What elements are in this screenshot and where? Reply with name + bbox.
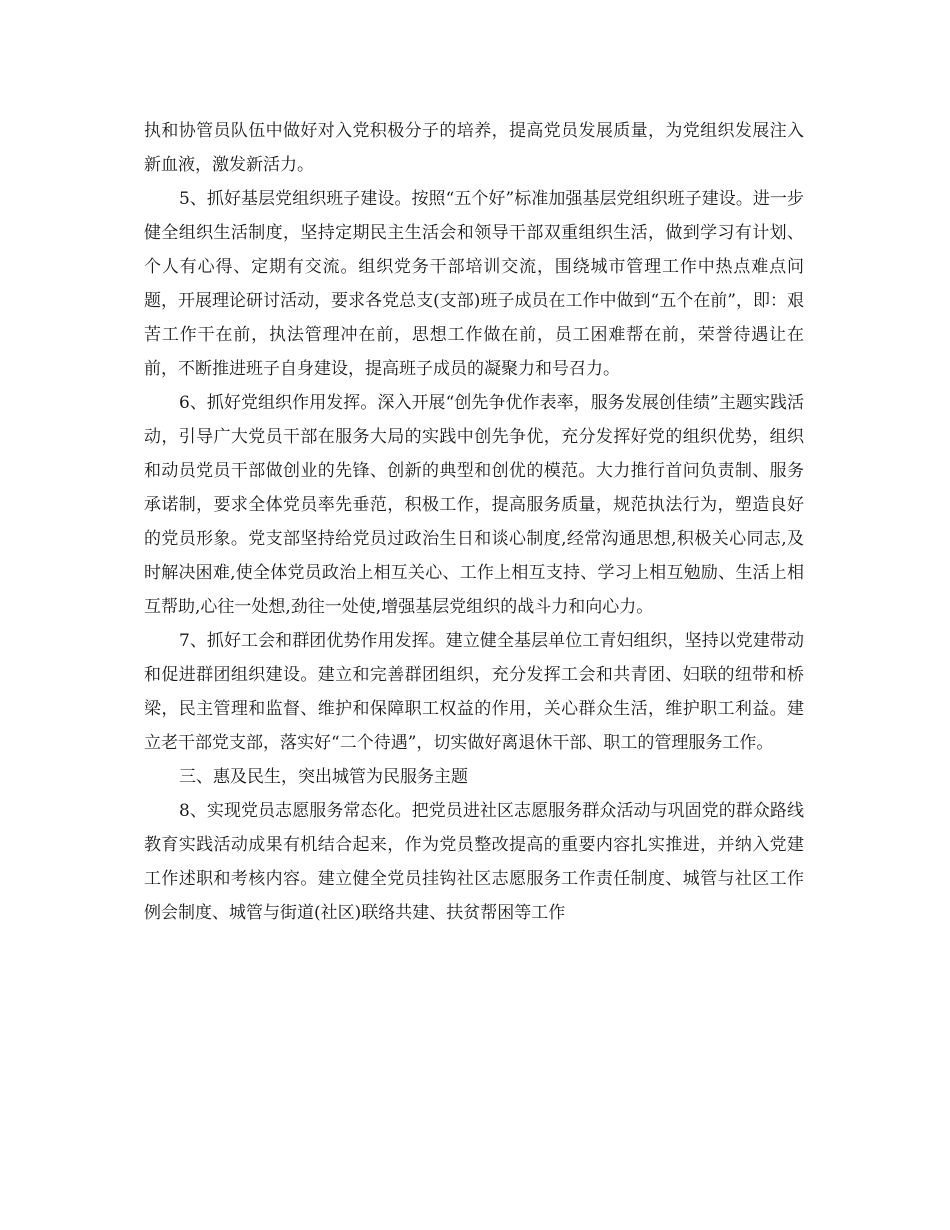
- paragraph-item-6: 6、抓好党组织作用发挥。深入开展“创先争优作表率，服务发展创佳绩”主题实践活动，引导广大党员干部在服务大局的实践中创先争优，充分发挥好党的组织优势，组织和动员党员干部做创业的先锋、创新的典型和创优的模范。大力推行首问负责制、服务承诺制，要求全体党员率先垂范，积极工作，提高服务质量，规范执法行为，塑造良好的党员形象。党支部坚持给党员过政治生日和谈心制度,经常沟通思想,积极关心同志,及时解决困难,使全体党员政治上相互关心、工作上相互支持、学习上相互勉励、生活上相互帮助,心往一处想,劲往一处使,增强基层党组织的战斗力和向心力。: [144, 393, 804, 617]
- document-body: [144, 114, 804, 930]
- paragraph-item-5: 5、抓好基层党组织班子建设。按照“五个好”标准加强基层党组织班子建设。进一步健全组织生活制度，坚持定期民主生活会和领导干部双重组织生活，做到学习有计划、个人有心得、定期有交流。组织党务干部培训交流，围绕城市管理工作中热点难点问题，开展理论研讨活动，要求各党总支(支部)班子成员在工作中做到“五个在前”，即：艰苦工作干在前，执法管理冲在前，思想工作做在前，员工困难帮在前，荣誉待遇让在前，不断推进班子自身建设，提高班子成员的凝聚力和号召力。: [144, 189, 804, 379]
- paragraph-continuation: 执和协管员队伍中做好对入党积极分子的培养，提高党员发展质量，为党组织发展注入新血液，激发新活力。: [144, 121, 804, 175]
- section-heading-3: 三、惠及民生，突出城管为民服务主题: [179, 767, 468, 787]
- paragraph-item-8: 8、实现党员志愿服务常态化。把党员进社区志愿服务群众活动与巩固党的群众路线教育实践活动成果有机结合起来，作为党员整改提高的重要内容扎实推进，并纳入党建工作述职和考核内容。建立健全党员挂钩社区志愿服务工作责任制度、城管与社区工作例会制度、城管与街道(社区)联络共建、扶贫帮困等工作: [144, 801, 804, 923]
- paragraph-item-7: 7、抓好工会和群团优势作用发挥。建立健全基层单位工青妇组织，坚持以党建带动和促进群团组织建设。建立和完善群团组织，充分发挥工会和共青团、妇联的纽带和桥梁，民主管理和监督、维护和保障职工权益的作用，关心群众生活，维护职工利益。建立老干部党支部，落实好“二个待遇”，切实做好离退休干部、职工的管理服务工作。: [144, 631, 804, 753]
